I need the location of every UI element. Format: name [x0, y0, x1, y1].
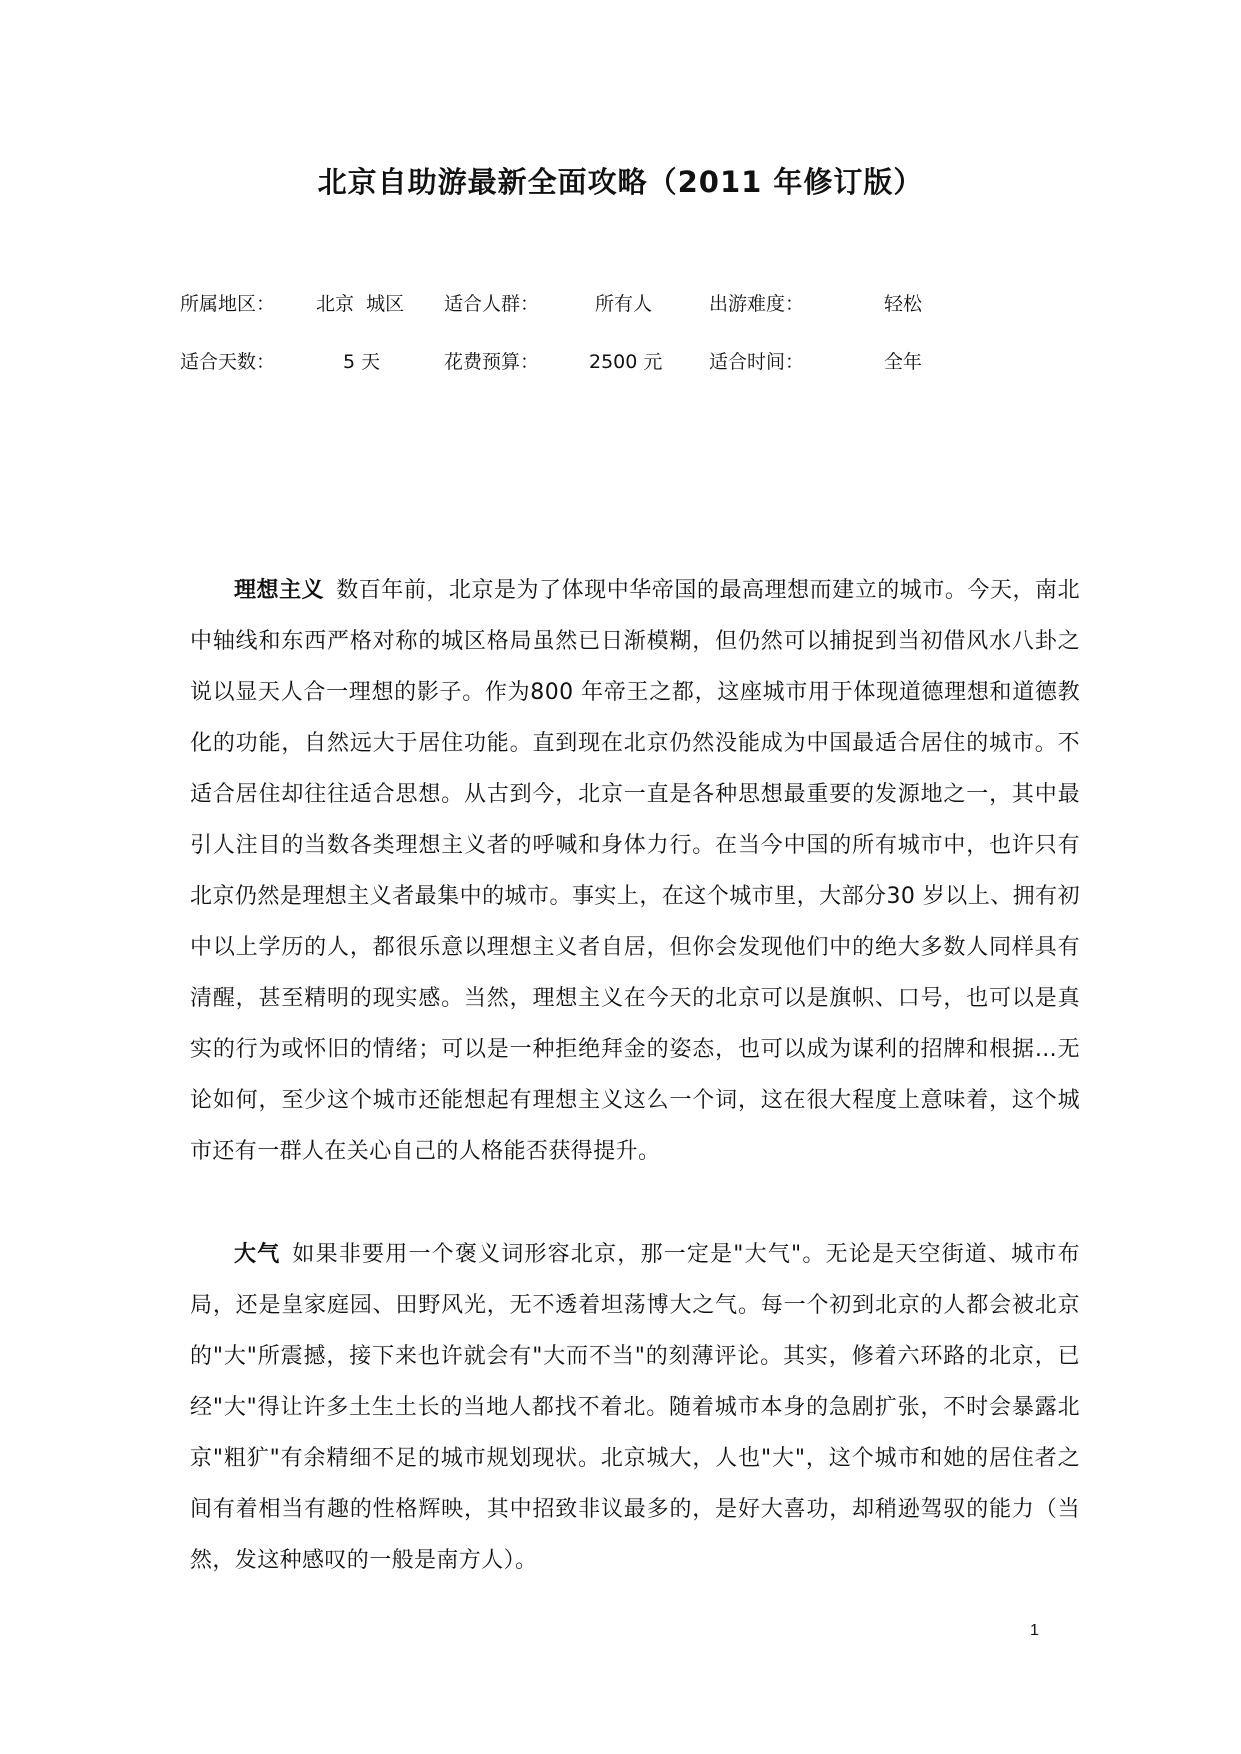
section-heading: 理想主义	[234, 578, 325, 603]
region-value: 北京 城区	[316, 293, 405, 315]
difficulty-value: 轻松	[884, 293, 923, 315]
days-label: 适合天数：	[180, 351, 276, 373]
section-heading: 大气	[234, 1242, 281, 1267]
section-grandeur	[190, 1229, 1080, 1586]
section-idealism	[190, 565, 1080, 1177]
budget-label: 花费预算：	[444, 351, 540, 373]
meta-row-1	[0, 289, 1241, 319]
meta-row-2	[0, 347, 1241, 377]
days-value: 5 天	[343, 351, 381, 373]
section-body: 如果非要用一个褒义词形容北京，那一定是"大气"。无论是天空街道、城市布局，还是皇家庭园、田野风光，无不透着坦荡博大之气。每一个初到北京的人都会被北京的"大"所震撼，接下来也许就会有"大而不当"的刻薄评论。其实，修着六环路的北京，已经"大"得让许多土生土长的当地人都找不着北。随着城市本身的急剧扩张，不时会暴露北京"粗犷"有余精细不足的城市规划现状。北京城大，人也"大"，这个城市和她的居住者之间有着相当有趣的性格辉映，其中招致非议最多的，是好大喜功，却稍逊驾驭的能力（当然，发这种感叹的一般是南方人）。	[190, 1242, 1080, 1573]
season-label: 适合时间：	[709, 351, 805, 373]
budget-value: 2500 元	[589, 351, 663, 373]
region-label: 所属地区：	[180, 293, 276, 315]
season-value: 全年	[884, 351, 923, 373]
audience-label: 适合人群：	[444, 293, 540, 315]
document-title: 北京自助游最新全面攻略（2011 年修订版）	[317, 165, 924, 199]
difficulty-label: 出游难度：	[709, 293, 805, 315]
section-body: 数百年前，北京是为了体现中华帝国的最高理想而建立的城市。今天，南北中轴线和东西严格对称的城区格局虽然已日渐模糊，但仍然可以捕捉到当初借风水八卦之说以显天人合一理想的影子。作为800 年帝王之都，这座城市用于体现道德理想和道德教化的功能，自然远大于居住功能。直到现在北京仍然没能成为中国最适合居住的城市。不适合居住却往往适合思想。从古到今，北京一直是各种思想最重要的发源地之一，其中最引人注目的当数各类理想主义者的呼喊和身体力行。在当今中国的所有城市中，也许只有北京仍然是理想主义者最集中的城市。事实上，在这个城市里，大部分30 岁以上、拥有初中以上学历的人，都很乐意以理想主义者自居，但你会发现他们中的绝大多数人同样具有清醒，甚至精明的现实感。当然，理想主义在今天的北京可以是旗帜、口号，也可以是真实的行为或怀旧的情绪；可以是一种拒绝拜金的姿态，也可以成为谋利的招牌和根据…无论如何，至少这个城市还能想起有理想主义这么一个词，这在很大程度上意味着，这个城市还有一群人在关心自己的人格能否获得提升。	[190, 578, 1081, 1164]
audience-value: 所有人	[595, 293, 653, 315]
page-number: 1	[1030, 1622, 1039, 1639]
